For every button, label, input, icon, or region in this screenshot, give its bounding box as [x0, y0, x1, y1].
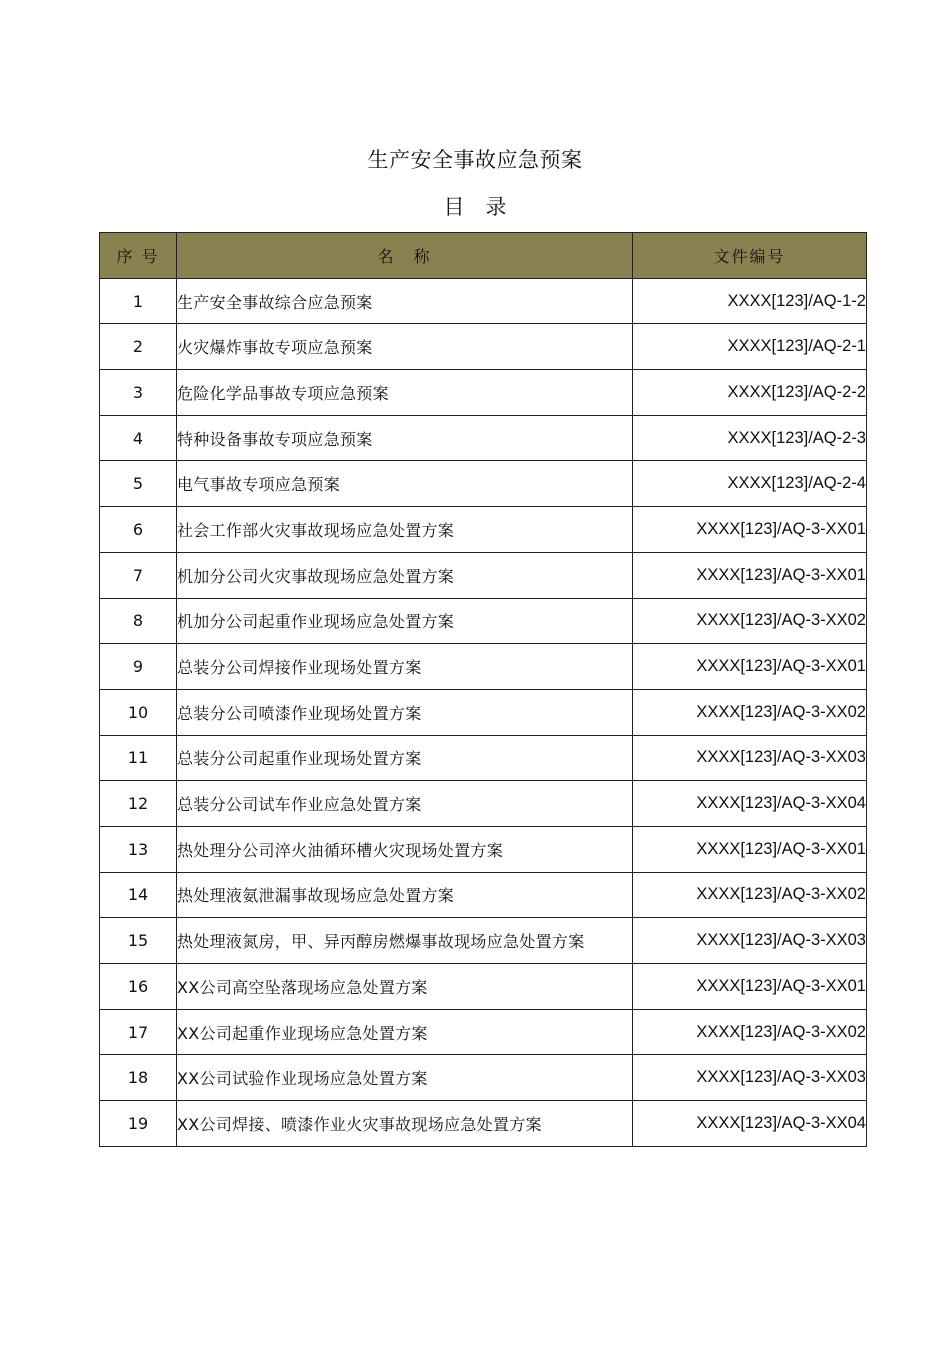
row-number: 15 — [100, 918, 177, 964]
table-row — [100, 415, 867, 461]
document-code: XXXX[123]/AQ-3-XX03 — [633, 918, 867, 964]
row-number: 5 — [100, 461, 177, 507]
document-code: XXXX[123]/AQ-3-XX04 — [633, 781, 867, 827]
table-row — [100, 644, 867, 690]
row-number: 9 — [100, 644, 177, 690]
document-code: XXXX[123]/AQ-3-XX03 — [633, 735, 867, 781]
document-code: XXXX[123]/AQ-3-XX01 — [633, 507, 867, 553]
column-header-number: 序 号 — [100, 233, 177, 279]
document-code: XXXX[123]/AQ-3-XX02 — [633, 872, 867, 918]
plan-name: 总装分公司试车作业应急处置方案 — [177, 781, 633, 827]
row-number: 17 — [100, 1009, 177, 1055]
table-row — [100, 507, 867, 553]
table-of-contents-heading: 目 录 — [443, 195, 507, 219]
row-number: 16 — [100, 964, 177, 1010]
table-row — [100, 964, 867, 1010]
plan-name: 机加分公司起重作业现场应急处置方案 — [177, 598, 633, 644]
row-number: 13 — [100, 826, 177, 872]
document-code: XXXX[123]/AQ-3-XX04 — [633, 1101, 867, 1147]
plan-name: 火灾爆炸事故专项应急预案 — [177, 324, 633, 370]
document-code: XXXX[123]/AQ-3-XX01 — [633, 964, 867, 1010]
table-row — [100, 689, 867, 735]
document-code: XXXX[123]/AQ-3-XX03 — [633, 1055, 867, 1101]
plan-name: XX公司焊接、喷漆作业火灾事故现场应急处置方案 — [177, 1101, 633, 1147]
plan-name: 机加分公司火灾事故现场应急处置方案 — [177, 552, 633, 598]
plan-name: XX公司高空坠落现场应急处置方案 — [177, 964, 633, 1010]
document-code: XXXX[123]/AQ-2-1 — [633, 324, 867, 370]
table-row — [100, 461, 867, 507]
table-row — [100, 826, 867, 872]
row-number: 14 — [100, 872, 177, 918]
row-number: 10 — [100, 689, 177, 735]
table-row — [100, 278, 867, 324]
document-code: XXXX[123]/AQ-2-3 — [633, 415, 867, 461]
row-number: 1 — [100, 278, 177, 324]
document-code: XXXX[123]/AQ-3-XX01 — [633, 644, 867, 690]
document-code: XXXX[123]/AQ-3-XX01 — [633, 552, 867, 598]
row-number: 18 — [100, 1055, 177, 1101]
plan-name: XX公司试验作业现场应急处置方案 — [177, 1055, 633, 1101]
plan-name: 热处理液氨泄漏事故现场应急处置方案 — [177, 872, 633, 918]
row-number: 7 — [100, 552, 177, 598]
plan-name: 特种设备事故专项应急预案 — [177, 415, 633, 461]
document-code: XXXX[123]/AQ-3-XX01 — [633, 826, 867, 872]
plan-name: 电气事故专项应急预案 — [177, 461, 633, 507]
document-code: XXXX[123]/AQ-3-XX02 — [633, 689, 867, 735]
row-number: 11 — [100, 735, 177, 781]
plan-name: XX公司起重作业现场应急处置方案 — [177, 1009, 633, 1055]
document-title: 生产安全事故应急预案 — [367, 148, 583, 172]
table-row — [100, 872, 867, 918]
table-row — [100, 735, 867, 781]
table-row — [100, 598, 867, 644]
document-code: XXXX[123]/AQ-1-2 — [633, 278, 867, 324]
row-number: 4 — [100, 415, 177, 461]
plan-name: 危险化学品事故专项应急预案 — [177, 370, 633, 416]
table-row — [100, 781, 867, 827]
document-code: XXXX[123]/AQ-2-2 — [633, 370, 867, 416]
document-code: XXXX[123]/AQ-3-XX02 — [633, 1009, 867, 1055]
plan-name: 生产安全事故综合应急预案 — [177, 278, 633, 324]
table-row — [100, 1101, 867, 1147]
row-number: 8 — [100, 598, 177, 644]
table-row — [100, 918, 867, 964]
table-row — [100, 324, 867, 370]
row-number: 3 — [100, 370, 177, 416]
plan-name: 热处理液氮房，甲、异丙醇房燃爆事故现场应急处置方案 — [177, 918, 633, 964]
row-number: 2 — [100, 324, 177, 370]
table-row — [100, 1055, 867, 1101]
plan-name: 社会工作部火灾事故现场应急处置方案 — [177, 507, 633, 553]
table-header-row — [100, 233, 867, 279]
row-number: 19 — [100, 1101, 177, 1147]
document-code: XXXX[123]/AQ-3-XX02 — [633, 598, 867, 644]
plan-name: 总装分公司起重作业现场处置方案 — [177, 735, 633, 781]
column-header-name: 名 称 — [177, 233, 633, 279]
row-number: 12 — [100, 781, 177, 827]
table-row — [100, 370, 867, 416]
row-number: 6 — [100, 507, 177, 553]
plan-name: 总装分公司焊接作业现场处置方案 — [177, 644, 633, 690]
contents-table — [99, 232, 867, 1147]
plan-name: 总装分公司喷漆作业现场处置方案 — [177, 689, 633, 735]
table-row — [100, 552, 867, 598]
document-code: XXXX[123]/AQ-2-4 — [633, 461, 867, 507]
plan-name: 热处理分公司淬火油循环槽火灾现场处置方案 — [177, 826, 633, 872]
table-row — [100, 1009, 867, 1055]
column-header-document-code: 文件编号 — [633, 233, 867, 279]
